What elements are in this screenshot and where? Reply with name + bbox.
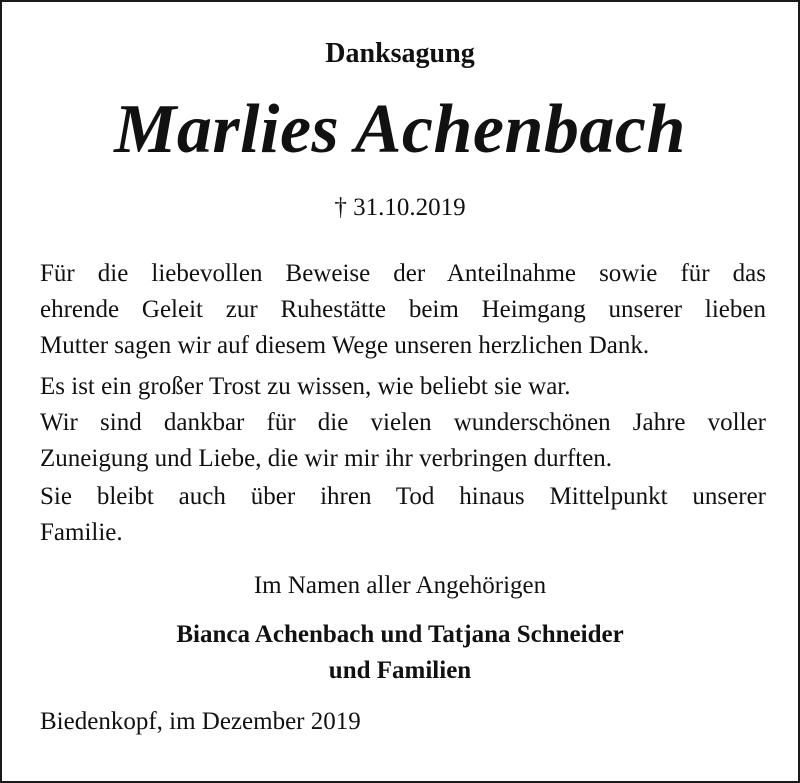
on-behalf-line: Im Namen aller Angehörigen [253, 572, 547, 599]
text-line: Es ist ein großer Trost zu wissen, wie beliebt sie war. [40, 373, 571, 400]
signers [2, 617, 798, 689]
notice-heading: Danksagung [325, 38, 475, 69]
text-line: Wir sind dankbar für die vielen wunderschönen Jahre voller [40, 409, 766, 436]
deceased-name: Marlies Achenbach [114, 91, 686, 168]
paragraph-memory [40, 479, 766, 551]
text-line: Sie bleibt auch über ihren Tod hinaus Mittelpunkt unserer [40, 483, 766, 510]
paragraph-comfort [40, 369, 766, 477]
text-line: ehrende Geleit zur Ruhestätte beim Heimgang unserer lieben [40, 296, 766, 323]
signer-line: Bianca Achenbach und Tatjana Schneider [176, 621, 624, 648]
place-date: Biedenkopf, im Dezember 2019 [40, 708, 361, 735]
text-line: Mutter sagen wir auf diesem Wege unseren herzlichen Dank. [40, 332, 650, 359]
signer-line: und Familien [328, 657, 472, 684]
death-date: † 31.10.2019 [334, 194, 466, 221]
text-line: Zuneigung und Liebe, die wir mir ihr verbringen durften. [40, 445, 613, 472]
text-line: Für die liebevollen Beweise der Anteilnahme sowie für das [40, 260, 766, 287]
paragraph-thanks [40, 256, 766, 364]
text-line: Familie. [40, 519, 123, 546]
